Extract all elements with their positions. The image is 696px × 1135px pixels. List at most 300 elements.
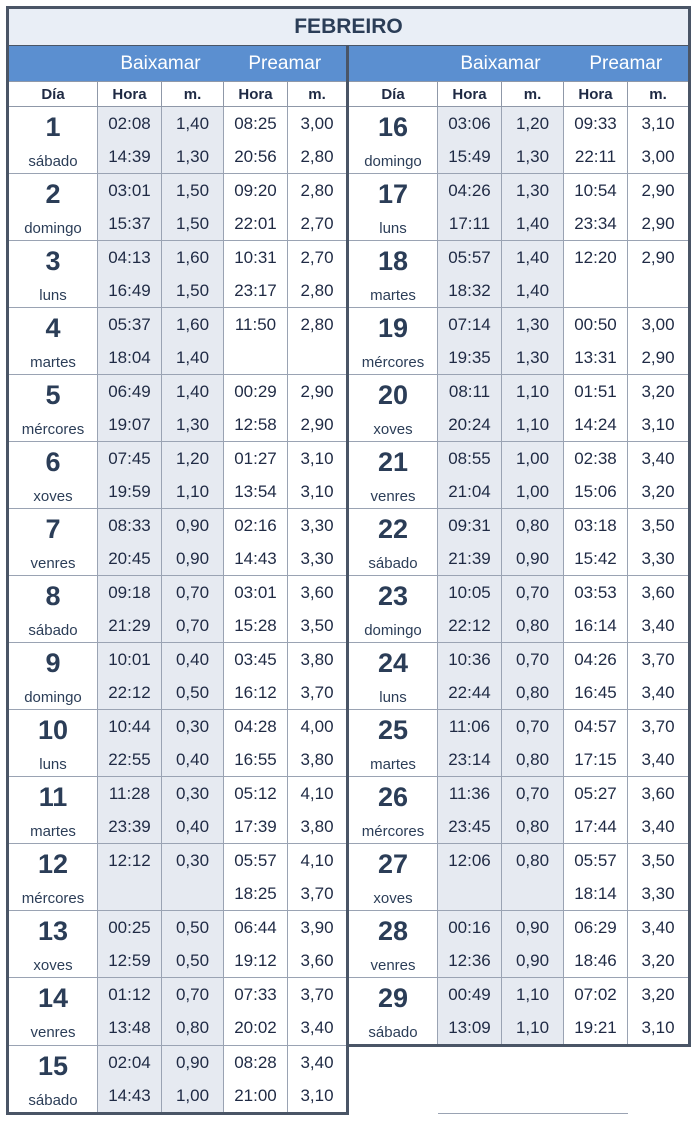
tide-cell: 2,90 [628,207,690,241]
tide-cell: 3,00 [628,308,690,342]
tide-cell: 16:45 [564,676,628,710]
tide-cell: 02:04 [98,1046,162,1080]
band-low-right: Baixamar [438,46,564,82]
day-cell [348,911,438,978]
weekday-name: xoves [33,957,73,974]
tide-cell: 3,10 [288,475,348,509]
tide-cell: 0,90 [162,542,224,576]
tide-cell: 03:06 [438,107,502,141]
tide-cell: 04:28 [224,710,288,744]
tide-cell: 3,70 [288,877,348,911]
table-row [8,442,690,476]
tide-cell: 10:01 [98,643,162,677]
tide-cell: 00:29 [224,375,288,409]
tide-cell: 22:44 [438,676,502,710]
day-cell [348,241,438,308]
tide-cell: 20:02 [224,1011,288,1046]
tide-cell: 21:00 [224,1079,288,1114]
tide-cell: 20:45 [98,542,162,576]
band-spacer-left [8,46,98,82]
day-cell [348,509,438,576]
table-row [8,241,690,275]
col-high-m-left: m. [288,82,348,107]
tide-cell: 3,30 [628,877,690,911]
tide-cell: 21:39 [438,542,502,576]
tide-cell: 04:26 [438,174,502,208]
tide-cell: 05:27 [564,777,628,811]
day-number: 12 [37,849,69,879]
tide-cell: 07:02 [564,978,628,1012]
tide-cell: 3,80 [288,643,348,677]
tide-cell: 3,10 [628,408,690,442]
weekday-name: martes [30,823,76,840]
tide-cell: 23:17 [224,274,288,308]
tide-cell: 1,40 [502,274,564,308]
day-number: 29 [377,983,409,1013]
tide-cell: 06:44 [224,911,288,945]
tide-cell [162,877,224,911]
weekday-name: domingo [364,622,422,639]
tide-cell: 0,40 [162,810,224,844]
tide-cell: 12:06 [438,844,502,878]
tide-cell: 0,80 [162,1011,224,1046]
col-day-right: Día [348,82,438,107]
day-number: 15 [37,1051,69,1081]
tide-cell: 05:12 [224,777,288,811]
weekday-name: martes [370,756,416,773]
tide-cell: 1,30 [502,341,564,375]
tide-cell: 20:24 [438,408,502,442]
tide-table [6,6,691,1115]
table-row [8,777,690,811]
tide-cell: 0,30 [162,844,224,878]
tide-cell: 12:12 [98,844,162,878]
tide-cell: 1,20 [502,107,564,141]
tide-cell: 0,80 [502,743,564,777]
day-number: 11 [38,782,68,812]
tide-cell: 14:43 [224,542,288,576]
empty-cell [628,1046,690,1080]
tide-cell: 2,80 [288,308,348,342]
tide-cell: 0,70 [162,978,224,1012]
tide-cell: 12:20 [564,241,628,275]
table-row [8,107,690,141]
table-row [8,643,690,677]
tide-cell: 23:14 [438,743,502,777]
tide-cell: 3,70 [628,710,690,744]
tide-cell: 3,00 [288,107,348,141]
tide-cell: 22:55 [98,743,162,777]
tide-cell: 0,80 [502,676,564,710]
tide-cell: 16:55 [224,743,288,777]
band-high-left: Preamar [224,46,348,82]
tide-cell: 17:39 [224,810,288,844]
tide-cell: 13:09 [438,1011,502,1046]
weekday-name: martes [30,354,76,371]
weekday-name: domingo [24,689,82,706]
tide-cell: 3,20 [628,978,690,1012]
table-body [8,107,690,1114]
band-high-right: Preamar [564,46,690,82]
day-number: 8 [45,581,61,611]
day-cell [348,375,438,442]
tide-cell: 2,80 [288,174,348,208]
tide-cell: 21:29 [98,609,162,643]
tide-cell: 04:26 [564,643,628,677]
weekday-name: martes [370,287,416,304]
day-cell [8,777,98,844]
tide-cell: 1,60 [162,308,224,342]
tide-cell: 2,70 [288,207,348,241]
tide-cell: 10:54 [564,174,628,208]
tide-cell: 3,40 [628,676,690,710]
tide-cell: 3,70 [288,978,348,1012]
tide-cell [628,274,690,308]
day-number: 4 [45,313,61,343]
weekday-name: venres [370,488,416,505]
tide-cell: 0,80 [502,609,564,643]
tide-cell: 12:36 [438,944,502,978]
weekday-name: sábado [368,555,418,572]
weekday-name: sábado [28,1092,78,1109]
day-cell [348,308,438,375]
day-cell [8,911,98,978]
tide-cell: 17:44 [564,810,628,844]
col-high-time-right: Hora [564,82,628,107]
tide-cell: 09:20 [224,174,288,208]
tide-cell: 3,80 [288,810,348,844]
tide-cell [98,877,162,911]
tide-cell: 08:55 [438,442,502,476]
col-low-m-right: m. [502,82,564,107]
tide-cell: 3,30 [628,542,690,576]
tide-cell: 11:36 [438,777,502,811]
tide-cell: 08:28 [224,1046,288,1080]
tide-cell: 12:59 [98,944,162,978]
day-cell [8,576,98,643]
day-cell [8,308,98,375]
day-cell [8,844,98,911]
tide-cell: 00:49 [438,978,502,1012]
tide-cell: 10:36 [438,643,502,677]
tide-cell: 2,90 [628,174,690,208]
day-cell [8,107,98,174]
tide-cell: 3,40 [288,1046,348,1080]
day-number: 14 [37,983,69,1013]
tide-cell: 3,90 [288,911,348,945]
empty-cell [438,1079,502,1114]
tide-cell: 12:58 [224,408,288,442]
tide-cell: 09:31 [438,509,502,543]
tide-cell: 0,70 [162,576,224,610]
day-cell [348,710,438,777]
tide-cell: 3,70 [288,676,348,710]
table-row [8,1046,690,1080]
day-cell [348,174,438,241]
day-number: 9 [45,648,61,678]
tide-cell: 0,40 [162,643,224,677]
empty-cell [502,1079,564,1114]
day-number: 2 [45,179,61,209]
tide-cell: 19:07 [98,408,162,442]
tide-cell: 3,40 [628,442,690,476]
tide-cell: 2,90 [628,341,690,375]
day-number: 28 [377,916,409,946]
table-row [8,375,690,409]
tide-cell: 3,00 [628,140,690,174]
tide-cell: 03:01 [224,576,288,610]
day-number: 27 [377,849,409,879]
tide-cell: 0,70 [502,576,564,610]
tide-cell: 00:50 [564,308,628,342]
table-row [8,978,690,1012]
day-cell [8,710,98,777]
tide-cell: 01:51 [564,375,628,409]
tide-cell: 0,50 [162,911,224,945]
tide-cell: 0,90 [502,944,564,978]
day-number: 26 [377,782,409,812]
table-row [8,174,690,208]
day-number: 16 [377,112,409,142]
tide-cell: 2,80 [288,274,348,308]
day-number: 17 [377,179,409,209]
tide-cell: 0,70 [502,710,564,744]
tide-cell: 07:14 [438,308,502,342]
tide-cell: 3,20 [628,944,690,978]
weekday-name: sábado [28,153,78,170]
tide-cell: 1,40 [162,107,224,141]
tide-cell: 15:37 [98,207,162,241]
weekday-name: mércores [21,421,85,438]
tide-cell: 4,00 [288,710,348,744]
tide-cell: 3,40 [628,911,690,945]
tide-cell: 2,90 [288,375,348,409]
tide-cell: 3,10 [628,1011,690,1046]
tide-cell: 1,50 [162,174,224,208]
weekday-name: luns [379,689,407,706]
weekday-name: luns [379,220,407,237]
tide-cell: 08:33 [98,509,162,543]
tide-cell: 3,30 [288,542,348,576]
tide-cell: 08:11 [438,375,502,409]
day-cell [8,174,98,241]
tide-cell: 3,40 [288,1011,348,1046]
tide-cell: 0,40 [162,743,224,777]
tide-cell: 02:08 [98,107,162,141]
band-low-left: Baixamar [98,46,224,82]
tide-cell: 06:29 [564,911,628,945]
day-cell [8,442,98,509]
tide-cell [224,341,288,375]
day-number: 3 [45,246,61,276]
tide-cell: 3,80 [288,743,348,777]
tide-cell: 3,40 [628,810,690,844]
tide-cell: 0,70 [162,609,224,643]
tide-cell: 18:25 [224,877,288,911]
weekday-name: xoves [373,890,413,907]
weekday-name: domingo [364,153,422,170]
tide-cell: 15:28 [224,609,288,643]
tide-cell: 05:57 [564,844,628,878]
tide-cell: 0,80 [502,844,564,878]
weekday-name: mércores [361,354,425,371]
day-cell [8,1046,98,1114]
tide-cell: 08:25 [224,107,288,141]
weekday-name: venres [30,555,76,572]
tide-cell: 03:45 [224,643,288,677]
tide-cell: 3,10 [288,1079,348,1114]
tide-cell: 4,10 [288,777,348,811]
tide-cell: 1,40 [502,241,564,275]
day-number: 24 [377,648,409,678]
table-row [8,844,690,878]
tide-cell: 18:46 [564,944,628,978]
day-number: 22 [377,514,409,544]
empty-cell [564,1046,628,1080]
weekday-name: venres [370,957,416,974]
day-number: 13 [37,916,69,946]
tide-cell: 18:14 [564,877,628,911]
tide-cell: 13:48 [98,1011,162,1046]
tide-cell: 05:37 [98,308,162,342]
tide-cell: 18:32 [438,274,502,308]
tide-cell: 01:12 [98,978,162,1012]
table-row [8,509,690,543]
band-spacer-right [348,46,438,82]
tide-cell: 10:31 [224,241,288,275]
weekday-name: luns [39,287,67,304]
weekday-name: venres [30,1024,76,1041]
tide-cell: 3,50 [288,609,348,643]
day-number: 20 [377,380,409,410]
tide-cell: 18:04 [98,341,162,375]
tide-cell: 19:21 [564,1011,628,1046]
month-title: FEBREIRO [8,8,690,46]
tide-cell: 3,40 [628,743,690,777]
tide-cell: 1,30 [502,174,564,208]
tide-cell: 19:12 [224,944,288,978]
tide-cell [288,341,348,375]
day-cell [348,844,438,911]
tide-cell: 05:57 [438,241,502,275]
day-cell [348,442,438,509]
day-number: 23 [377,581,409,611]
tide-cell: 00:16 [438,911,502,945]
empty-cell [438,1046,502,1080]
tide-cell: 3,60 [288,944,348,978]
day-cell [8,978,98,1046]
tide-cell: 0,30 [162,710,224,744]
tide-cell: 1,40 [162,341,224,375]
tide-cell: 19:59 [98,475,162,509]
tide-cell: 15:06 [564,475,628,509]
tide-cell: 3,10 [288,442,348,476]
day-number: 25 [377,715,409,745]
weekday-name: sábado [368,1024,418,1041]
tide-cell: 1,40 [502,207,564,241]
tide-cell: 0,70 [502,777,564,811]
empty-cell [502,1046,564,1080]
tide-cell: 1,50 [162,274,224,308]
empty-cell [348,1046,438,1114]
day-cell [348,777,438,844]
tide-cell: 21:04 [438,475,502,509]
empty-cell [564,1079,628,1114]
tide-cell: 1,20 [162,442,224,476]
tide-cell: 23:34 [564,207,628,241]
col-low-time-left: Hora [98,82,162,107]
tide-cell: 0,90 [162,1046,224,1080]
col-high-m-right: m. [628,82,690,107]
tide-cell: 09:18 [98,576,162,610]
weekday-name: domingo [24,220,82,237]
tide-cell: 3,60 [628,576,690,610]
weekday-name: xoves [373,421,413,438]
tide-cell: 15:49 [438,140,502,174]
tide-cell: 0,90 [502,911,564,945]
tide-cell: 15:42 [564,542,628,576]
table-row [8,576,690,610]
tide-cell: 17:11 [438,207,502,241]
day-cell [348,643,438,710]
day-cell [348,978,438,1046]
tide-cell: 1,10 [502,978,564,1012]
tide-cell: 0,50 [162,676,224,710]
tide-cell: 1,60 [162,241,224,275]
tide-cell: 1,40 [162,375,224,409]
tide-cell: 1,10 [162,475,224,509]
weekday-name: mércores [361,823,425,840]
tide-cell: 3,50 [628,844,690,878]
tide-cell: 16:14 [564,609,628,643]
tide-cell: 10:44 [98,710,162,744]
tide-cell: 3,20 [628,475,690,509]
tide-cell: 3,40 [628,609,690,643]
tide-cell: 3,10 [628,107,690,141]
tide-cell: 11:06 [438,710,502,744]
tide-cell: 3,60 [288,576,348,610]
tide-cell: 03:53 [564,576,628,610]
weekday-name: luns [39,756,67,773]
tide-cell: 0,90 [162,509,224,543]
tide-cell: 04:13 [98,241,162,275]
tide-cell: 1,10 [502,408,564,442]
weekday-name: mércores [21,890,85,907]
tide-cell [502,877,564,911]
tide-cell: 1,50 [162,207,224,241]
day-cell [8,375,98,442]
tide-cell: 0,50 [162,944,224,978]
tide-cell: 11:28 [98,777,162,811]
tide-cell: 0,80 [502,509,564,543]
day-number: 21 [377,447,409,477]
tide-cell: 3,60 [628,777,690,811]
tide-cell: 1,00 [502,475,564,509]
day-number: 6 [45,447,61,477]
tide-cell: 3,30 [288,509,348,543]
tide-cell: 04:57 [564,710,628,744]
tide-cell: 1,10 [502,1011,564,1046]
tide-cell: 19:35 [438,341,502,375]
tide-cell: 00:25 [98,911,162,945]
tide-cell: 3,70 [628,643,690,677]
tide-cell: 1,30 [162,140,224,174]
tide-cell: 1,10 [502,375,564,409]
tide-cell: 11:50 [224,308,288,342]
tide-cell: 3,20 [628,375,690,409]
tide-cell: 22:12 [98,676,162,710]
tide-cell: 2,90 [288,408,348,442]
